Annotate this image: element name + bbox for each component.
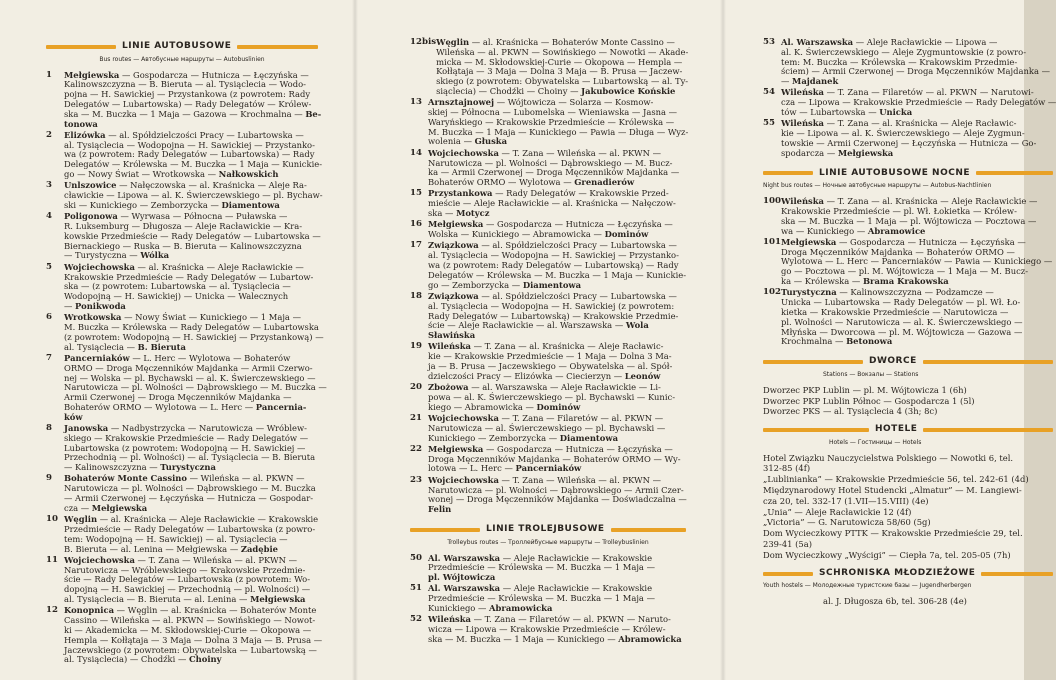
route-line: Węglin — al. Kraśnicka — Aleje Racławickie — Krakowskie — [64, 514, 319, 525]
route-line: Mełgiewska — Gospodarcza — Hutnicza — Łęczyńska — — [428, 219, 673, 230]
route-number: 101 — [763, 236, 781, 247]
route-number: 10 — [46, 514, 58, 525]
route-number: 54 — [763, 87, 775, 98]
route-line: Delegatów — Królewska — M. Buczka — 1 Maja — Kunickie- — [428, 269, 687, 280]
route-line: ki — Akademicka — M. Skłodowskiej-Curie — Okopowa — — [64, 624, 312, 635]
route-line: Al. Warszawska — Aleje Racławickie — Lipowa — — [781, 37, 998, 47]
route-line: Hempla — Kołłątaja — 3 Maja — Dolna 3 Maja — B. Prusa — — [64, 634, 323, 645]
route-line: tów — Lubartowska — Unicka — [781, 107, 913, 118]
route-entry — [46, 352, 327, 423]
route-line: tem: M. Buczka — Królewska — Krakowskim Przedmie- — [781, 56, 1018, 67]
route-number: 16 — [410, 219, 422, 230]
route-line: Narutowicza — pl. Wolności — Dąbrowskiego — M. Buczka — — [64, 382, 327, 393]
route-number: 15 — [410, 188, 422, 199]
route-line: Związkowa — al. Spółdzielczości Pracy — Lubartowska — — [428, 290, 677, 301]
route-line: Krochmalna — Betonowa — [781, 336, 893, 347]
route-entry — [410, 292, 686, 341]
route-description — [428, 554, 686, 583]
route-description — [428, 383, 686, 412]
route-entry — [46, 211, 321, 261]
route-description — [781, 88, 1056, 117]
orange-bar — [611, 528, 686, 532]
route-line: tonowa — [64, 118, 98, 129]
route-number: 4 — [46, 211, 52, 222]
route-line: Mełgiewska — Gospodarcza — Hutnicza — Łęczyńska — — [428, 443, 673, 454]
route-line: skiego (z powrotem: Obywatelska — Lubartowską — al. Ty- — [436, 76, 689, 87]
route-list — [410, 37, 689, 515]
route-entry — [46, 424, 318, 473]
route-line: cławickie — Lipowa — al. K. Świerczewskiego — pl. Bychaw- — [64, 190, 323, 201]
route-line: siąclecia) — Chodźki — Choiny — Jakubowice Końskie — [436, 85, 676, 96]
route-entry — [410, 383, 686, 412]
route-line: Krakowskie Przedmieście — pl. Wł. Łokietka — Królew- — [781, 205, 1017, 216]
route-line: Narutowicza — pl. Wolności — Dąbrowskiego — M. Bucz- — [428, 157, 673, 168]
route-line: nej — Wolska — pl. Bychawski — al. K. Świerczewskiego — — [64, 372, 316, 383]
hotel-entry: „Victoria” — G. Narutowicza 58/60 (5g) — [763, 517, 931, 528]
route-entry — [763, 197, 1053, 236]
route-line: Poligonowa — Wyrwasa — Północna — Puławska — — [64, 211, 288, 222]
route-line: Wileńska — T. Zana — Filaretów — al. PKWN — Narutowi- — [781, 87, 1034, 98]
route-line: Wileńska — T. Zana — Filaretów — al. PKWN — Naruto- — [428, 614, 671, 625]
section-subtitle: Stations — Вокзалы — Stations — [823, 370, 919, 378]
route-entry — [410, 189, 686, 218]
route-line: ka — Królewska — Brama Krakowska — [781, 276, 949, 287]
route-line: Turystyczna — Kalinowszczyzna — Podzamcze — — [781, 287, 994, 298]
route-number: 51 — [410, 583, 422, 594]
route-line: (z powrotem: Wodopojną — H. Sawickiej — Przystankową) — — [64, 331, 324, 342]
route-description — [64, 474, 318, 513]
route-description — [781, 38, 1053, 87]
section-title: LINIE TROLEJBUSOWE — [486, 523, 605, 534]
route-line: pl. Wolności — Narutowicza — al. K. Świerczewskiego — — [781, 316, 1023, 327]
route-line: ski — Kunickiego — Zemborzycka — Diamentowa — [64, 199, 280, 210]
route-description — [64, 515, 318, 554]
route-line: — Ponikwoda — [64, 300, 126, 311]
route-line: Wileńska — T. Zana — al. Kraśnicka — Aleje Racławic- — [428, 341, 664, 352]
route-description — [428, 98, 688, 147]
route-line: al. Tysiąclecia — B. Bieruta — [64, 341, 186, 352]
route-line: dopojną — H. Sawickiej — Przechodnią — pl. Wolności) — — [64, 584, 311, 595]
orange-bar — [46, 45, 116, 49]
section-header-hostels — [763, 569, 1053, 579]
route-description — [428, 189, 686, 218]
route-entry — [410, 445, 686, 474]
route-line: al. Tysiąclecia — B. Bieruta — al. Lenina — Mełgiewska — [64, 594, 306, 605]
route-description — [64, 212, 321, 261]
orange-bar — [763, 428, 869, 432]
section-title: SCHRONISKA MŁODZIEŻOWE — [819, 567, 976, 578]
route-line: wa (z powrotem: Rady Delegatów — Lubartowska) — Rady — [64, 149, 315, 160]
orange-bar — [763, 572, 813, 576]
route-line: powa — al. K. Świerczewskiego — pl. Bychawski — Kunic- — [428, 391, 676, 402]
route-line: Wojciechowska — T. Zana — Wileńska — al. PKWN — — [64, 554, 297, 565]
route-line: Mełgiewska — Gospodarcza — Hutnicza — Łęczyńska — — [781, 236, 1026, 247]
route-description — [64, 354, 327, 423]
route-description — [781, 119, 1053, 158]
route-line: Przechodnią — pl. Wolności) — al. Tysiąclecia — B. Bieruta — [64, 452, 316, 463]
route-entry — [46, 129, 323, 180]
route-line: ska — (z powrotem: Lubartowska — al. Tysiąclecia — — [64, 281, 291, 292]
route-line: Bohaterów Monte Cassino — Wileńska — al. PKWN — — [64, 473, 305, 484]
hostels-list — [763, 597, 1053, 607]
route-line: ska — M. Buczka — 1 Maja — Gazowa — Krochmalna — Be- — [64, 108, 322, 119]
route-line: Przedmieście — Rady Delegatów — Lubartowska (z powro- — [64, 523, 316, 534]
route-entry — [410, 476, 686, 515]
route-number: 20 — [410, 382, 422, 393]
route-entry — [410, 241, 686, 290]
stations-list — [763, 386, 1053, 417]
route-number: 102 — [763, 287, 781, 298]
route-entry — [763, 288, 1053, 347]
section-subtitle: Bus routes — Автобусные маршруты — Autobuslinien — [99, 55, 265, 63]
route-description — [64, 181, 323, 210]
route-line: Przedmieście — Królewska — M. Buczka — 1 Maja — — [428, 593, 655, 604]
route-line: Wileńska — T. Zana — al. Kraśnicka — Aleje Racławic- — [781, 118, 1017, 129]
route-line: Droga Męczenników Majdanka — Bohaterów ORMO — — [781, 246, 1015, 257]
route-line: Bohaterów ORMO — Wylotowa — L. Herc — Pancernia- — [64, 401, 307, 412]
route-number: 3 — [46, 180, 52, 191]
route-line: kiego — Abramowicka — Dominów — [428, 401, 581, 412]
route-line: — Turystyczna — Wólka — [64, 250, 170, 261]
route-line: Biernackiego — Ruska — B. Bieruta — Kalinowszczyzna — [64, 240, 302, 251]
route-entry — [46, 180, 323, 210]
route-entry — [46, 605, 323, 665]
orange-bar — [923, 428, 1053, 432]
route-line: Mełgiewska — Gospodarcza — Hutnicza — Łęczyńska — — [64, 69, 309, 80]
section-header-hotels — [763, 425, 1053, 435]
route-line: Narutowicza — pl. Wolności — Dąbrowskiego — M. Buczka — [64, 483, 316, 494]
route-line: micka — M. Skłodowskiej-Curie — Okopowa — Hempla — — [436, 56, 683, 67]
route-entry — [410, 342, 686, 381]
route-line: Węglin — al. Kraśnicka — Bohaterów Monte Cassino — — [436, 37, 675, 47]
hostel-entry: al. J. Długosza 6b, tel. 306-28 (4e) — [823, 596, 967, 607]
route-line: Krakowskie Przedmieście — Rady Delegatów — Lubartow- — [64, 271, 314, 282]
hotel-entry: Dom Wycieczkowy „Wyścigi” — Ciepła 7a, tel. 205-05 (7h) — [763, 549, 1011, 560]
route-line: ków — [64, 411, 83, 422]
route-line: Janowska — Nadbystrzycka — Narutowicza — Wróblew- — [64, 422, 308, 433]
route-line: Droga Męczenników Majdanka — Bohaterów ORMO — Wy- — [428, 453, 681, 464]
route-description — [64, 424, 318, 473]
route-number: 50 — [410, 552, 422, 563]
orange-bar — [981, 572, 1053, 576]
route-line: Wileńska — al. PKWN — Sowińskiego — Nowotki — Akade- — [436, 46, 689, 57]
route-line: Konopnica — Węglin — al. Kraśnicka — Bohaterów Monte — [64, 605, 317, 616]
route-entry — [763, 38, 1053, 87]
route-line: wolenia — Głuska — [428, 136, 508, 147]
route-description — [64, 313, 324, 352]
station-entry: Dworzec PKP Lublin — pl. M. Wójtowicza 1 (6h) — [763, 384, 967, 395]
route-line: Jaczewskiego (z powrotem: Obywatelska — Lubartowską — — [64, 644, 317, 655]
route-line: wa (z powrotem: Rady Delegatów — Lubartowską) — Rady — [428, 260, 679, 271]
route-line: — Armii Czerwonej — Łęczyńska — Hutnicza — Gospodar- — [64, 493, 314, 504]
route-line: al. K. Świerczewskiego — Aleje Zygmuntowskie (z powro- — [781, 46, 1027, 57]
route-entry — [46, 312, 324, 352]
route-description — [428, 241, 686, 290]
section-title: DWORCE — [869, 356, 917, 367]
route-line: Narutowicza — pl. Wolności — Dąbrowskiego — Armii Czer- — [428, 484, 684, 495]
route-line: Narutowicza — Wróblewskiego — Krakowskie Przedmie- — [64, 564, 306, 575]
route-line: Rady Delegatów — Lubartowską) — Krakowskie Przedmie- — [428, 310, 679, 321]
route-description — [428, 292, 686, 341]
route-line: lotowa — L. Herc — Pancerniaków — [428, 463, 582, 474]
route-line: cza — Mełgiewska — [64, 502, 148, 513]
route-line: kowskie Przedmieście — Rady Delegatów — Lubartowska — — [64, 230, 321, 241]
route-entry — [763, 87, 1056, 118]
route-line: Armii Czerwonej — Droga Męczenników Majdanka — — [64, 392, 292, 403]
route-line: Wojciechowska — T. Zana — Wileńska — al. PKWN — — [428, 147, 661, 158]
route-line: skiego — Krakowskie Przedmieście — Rady Delegatów — — [64, 432, 309, 443]
route-description — [428, 476, 687, 515]
route-line: Kunickiego — Abramowicka — [428, 603, 553, 614]
section-subtitle: Trolleybus routes — Троллейбусные маршруты — Trolleybuslinien — [447, 538, 649, 546]
route-entry — [46, 69, 322, 130]
route-line: al. Tysiąclecia) — Chodźki — Choiny — [64, 654, 222, 665]
orange-bar — [923, 360, 1053, 364]
hotel-entry: „Unia” — Aleje Racławickie 12 (4f) — [763, 506, 912, 517]
route-line: ściem) — Armii Czerwonej — Droga Męczenników Majdanka — — [781, 66, 1050, 77]
route-line: Unlszowice — Nałęczowska — al. Kraśnicka — Aleje Ra- — [64, 180, 307, 191]
route-line: kie — Lipowa — al. K. Świerczewskiego — Aleje Zygmun- — [781, 128, 1025, 139]
route-line: Delegatów — Królewska — M. Buczka — 1 Maja — Kunickie- — [64, 159, 323, 170]
hotels-list — [763, 454, 1053, 561]
route-entry — [46, 474, 318, 513]
route-line: — Kalinowszczyzna — Turystyczna — [64, 462, 216, 473]
route-number: 6 — [46, 312, 52, 323]
route-line: Cassino — Wileńska — al. PKWN — Sowińskiego — Nowot- — [64, 615, 316, 626]
hotel-entry: Międzynarodowy Hotel Studencki „Almatur” — M. Langiewi- — [763, 485, 1022, 496]
route-line: dzielczości Pracy — Elizówka — Ciecierzyn — Leonów — [428, 370, 661, 381]
route-line: wa — Kunickiego — Abramowice — [781, 225, 926, 236]
route-line: — Majdanek — [781, 76, 839, 87]
section-subtitle: Youth hostels — Молодежные туристские базы — Jugendherbergen — [763, 582, 972, 590]
route-line: cza — Lipowa — Krakowskie Przedmieście — Rady Delegatów — — [781, 97, 1056, 108]
route-line: ście — Rady Delegatów — Lubartowska (z powrotem: Wo- — [64, 574, 311, 585]
section-title: LINIE AUTOBUSOWE NOCNE — [819, 167, 971, 178]
route-number: 21 — [410, 412, 422, 423]
route-line: Narutowicza — al. Świerczewskiego — pl. Bychawski — — [428, 422, 666, 433]
route-line: al. Tysiąclecia — Wodopojna — H. Sawickiej — Przystanko- — [428, 250, 679, 261]
route-line: Delegatów — Lubartowska) — Rady Delegatów — Królew- — [64, 98, 312, 109]
route-line: skiej — Północna — Lubomelska — Wieniawska — Jasna — — [428, 107, 678, 118]
route-entry — [763, 238, 1053, 287]
route-number: 8 — [46, 422, 52, 433]
route-entry — [46, 556, 318, 605]
route-description — [64, 131, 322, 180]
route-number: 7 — [46, 352, 52, 363]
route-line: Bohaterów ORMO — Wylotowa — Grenadierów — [428, 177, 635, 188]
route-line: Arnsztajnowej — Wójtowicza — Solarza — Kosmow- — [428, 97, 654, 108]
route-line: pojna — H. Sawickiej — Przystankowa (z powrotem: Rady — [64, 89, 311, 100]
route-line: Lubartowska (z powrotem: Wodopojną — H. Sawickiej — — [64, 442, 306, 453]
hotel-entry: 312-85 (4f) — [763, 463, 811, 474]
route-description — [781, 288, 1053, 347]
route-number: 55 — [763, 118, 775, 129]
route-entry — [410, 615, 686, 644]
route-line: Wileńska — T. Zana — al. Kraśnicka — Aleje Racławickie — — [781, 196, 1038, 207]
route-line: Wylotowa — L. Herc — Pancerniaków — Pawia — Kunickiego — — [781, 256, 1053, 267]
route-line: spodarcza — Mełgiewska — [781, 147, 894, 158]
route-line: M. Buczka — 1 Maja — Kunickiego — Pawia — Długa — Wyz- — [428, 126, 689, 137]
route-entry — [410, 220, 686, 240]
route-line: al. Tysiąclecia — Wodopojna — H. Sawickiej — Przystanko- — [64, 139, 315, 150]
route-description — [436, 38, 688, 97]
route-number: 9 — [46, 473, 52, 484]
route-number: 100 — [763, 196, 781, 207]
route-line: Przedmieście — Królewska — M. Buczka — 1 Maja — — [428, 562, 655, 573]
route-line: Waryńskiego — Krakowskie Przedmieście — Królewska — — [428, 116, 675, 127]
section-title: HOTELE — [875, 424, 918, 435]
route-line: Wolska — Kunickiego — Abramowicka — Dominów — [428, 229, 649, 240]
route-entry — [763, 119, 1053, 158]
route-description — [781, 197, 1053, 236]
route-list — [763, 37, 1056, 159]
route-line: Kunickiego — Zemborzycka — Diamentowa — [428, 432, 619, 443]
route-line: Wrotkowska — Nowy Świat — Kunickiego — 1 Maja — — [64, 312, 301, 323]
route-list — [46, 69, 327, 666]
hotel-entry: „Lublinianka” — Krakowskie Przedmieście 56, tel. 242-61 (4d) — [763, 474, 1029, 485]
route-description — [428, 584, 686, 613]
hotel-entry: 239-41 (5a) — [763, 539, 812, 550]
route-line: Sławińska — [428, 330, 476, 341]
route-line: ście — Aleje Racławickie — al. Warszawska — Wola — [428, 320, 649, 331]
route-line: Felin — [428, 504, 452, 515]
route-description — [781, 238, 1053, 287]
orange-bar — [237, 45, 318, 49]
hotel-entry: Dom Wycieczkowy PTTK — Krakowskie Przedmieście 29, tel. — [763, 528, 1023, 539]
section-header-stations — [763, 357, 1053, 367]
route-entry — [410, 97, 689, 147]
route-line: tem: Wodopojną — H. Sawickiej) — al. Tysiąclecia — — [64, 533, 288, 544]
route-description — [428, 445, 686, 474]
route-line: ska — Motycz — [428, 208, 490, 219]
route-number: 18 — [410, 290, 422, 301]
orange-bar — [976, 171, 1053, 175]
station-entry: Dworzec PKP Lublin Północ — Gospodarcza 1 (5l) — [763, 395, 975, 406]
route-line: Kalinowszczyzna — B. Bieruta — al. Tysiąclecia — Wodo- — [64, 79, 306, 90]
route-line: go — Zemborzycka — Diamentowa — [428, 279, 582, 290]
section-subtitle: Night bus routes — Ночные автобусные маршруты — Autobus-Nachtlinien — [763, 182, 992, 190]
route-number: 13 — [410, 97, 422, 108]
route-number: 1 — [46, 69, 52, 80]
section-header-bus — [46, 42, 318, 52]
route-line: Młyńska — Dworcowa — pl. M. Wójtowicza — Gazowa — — [781, 326, 1023, 337]
route-entry — [410, 554, 686, 583]
hotel-entry: Hotel Związku Nauczycielstwa Polskiego — Nowotki 6, tel. — [763, 452, 1014, 463]
route-number: 52 — [410, 614, 422, 625]
route-number: 23 — [410, 474, 422, 485]
trolley-route-list — [410, 554, 686, 645]
route-line: Unicka — Lubartowska — Rady Delegatów — pl. Wł. Ło- — [781, 297, 1021, 308]
route-description — [64, 71, 321, 130]
section-subtitle: Hotels — Гостиницы — Hotels — [829, 438, 922, 446]
route-description — [428, 615, 686, 644]
night-route-list — [763, 197, 1053, 347]
panel-right — [725, 0, 1056, 680]
route-number: 14 — [410, 147, 422, 158]
route-number: 12 — [46, 605, 58, 616]
route-description — [428, 149, 686, 188]
section-title: LINIE AUTOBUSOWE — [122, 41, 232, 51]
section-header-night — [763, 169, 1053, 179]
route-line: M. Buczka — Królewska — Rady Delegatów — Lubartowska — [64, 322, 319, 333]
hotel-entry: cza 20, tel. 332-17 (1.VII—15.VIII) (4e) — [763, 495, 929, 506]
route-line: Wodopojną — H. Sawickiej) — Unicka — Walecznych — [64, 291, 289, 302]
route-entry — [410, 414, 686, 443]
route-line: wonej — Droga Męczenników Majdanka — Doświadczalna — — [428, 494, 687, 505]
route-line: Wojciechowska — T. Zana — Filaretów — al. PKWN — — [428, 412, 664, 423]
route-entry — [410, 149, 686, 188]
route-description — [64, 263, 318, 312]
route-entry — [410, 584, 686, 613]
route-description — [64, 556, 318, 605]
route-line: kie — Krakowskie Przedmieście — 1 Maja — Dolna 3 Ma- — [428, 351, 672, 362]
route-line: Al. Warszawska — Aleje Racławickie — Krakowskie — [428, 552, 653, 563]
route-line: wicza — Lipowa — Krakowskie Przedmieście — Królew- — [428, 624, 666, 635]
route-line: Kołłątaja — 3 Maja — Dolna 3 Maja — B. Prusa — Jaczew- — [436, 66, 683, 77]
route-number: 22 — [410, 443, 422, 454]
panel-left — [0, 0, 355, 680]
route-entry — [46, 263, 318, 312]
route-description — [428, 342, 686, 381]
route-number: 2 — [46, 129, 52, 140]
route-description — [428, 414, 686, 443]
route-line: ka — Armii Czerwonej — Droga Męczenników Majdanka — — [428, 167, 680, 178]
route-number: 19 — [410, 341, 422, 352]
route-line: Związkowa — al. Spółdzielczości Pracy — Lubartowska — — [428, 240, 677, 251]
route-line: go — Nowy Świat — Wrotkowska — Nałkowskich — [64, 169, 279, 180]
station-entry: Dworzec PKS — al. Tysiąclecia 4 (3h; 8c) — [763, 406, 938, 417]
orange-bar — [763, 171, 813, 175]
route-line: ska — M. Buczka — 1 Maja — Kunickiego — Abramowicka — [428, 633, 682, 644]
route-line: towskie — Armii Czerwonej — Łęczyńska — Hutnicza — Go- — [781, 137, 1037, 148]
route-line: Zbożowa — al. Warszawska — Aleje Racławickie — Li- — [428, 382, 661, 393]
route-line: ska — M. Buczka — 1 Maja — pl. Wójtowicza — Pocztowa — — [781, 215, 1037, 226]
orange-bar — [763, 360, 863, 364]
route-line: Pancerniaków — L. Herc — Wylotowa — Bohaterów — [64, 352, 291, 363]
route-line: go — Pocztowa — pl. M. Wójtowicza — 1 Maja — M. Bucz- — [781, 266, 1029, 277]
route-description — [64, 606, 322, 665]
route-number: 17 — [410, 240, 422, 251]
panel-middle-content — [410, 37, 689, 646]
route-line: Wojciechowska — T. Zana — Wileńska — al. PKWN — — [428, 474, 661, 485]
route-number: 11 — [46, 554, 58, 565]
route-line: mieście — Aleje Racławickie — al. Kraśnicka — Nałęczow- — [428, 198, 676, 209]
section-header-trolley — [410, 525, 686, 535]
route-entry — [46, 515, 318, 554]
route-line: pl. Wójtowicza — [428, 572, 496, 583]
route-line: al. Tysiąclecia — Wodopojna — H. Sawickiej (z powrotem: — [428, 300, 675, 311]
route-line: Elizówka — al. Spółdzielczości Pracy — Lubartowska — — [64, 129, 304, 140]
route-line: Wojciechowska — al. Kraśnicka — Aleje Racławickie — — [64, 261, 304, 272]
route-line: ORMO — Droga Męczenników Majdanka — Armii Czerwo- — [64, 362, 313, 373]
route-line: R. Luksemburg — Długosza — Aleje Racławickie — Kra- — [64, 221, 303, 232]
route-line: Al. Warszawska — Aleje Racławickie — Krakowskie — [428, 583, 653, 594]
route-entry — [410, 37, 689, 97]
route-number: 12bis — [410, 37, 437, 47]
route-line: kietka — Krakowskie Przedmieście — Narutowicza — — [781, 306, 1009, 317]
route-description — [428, 220, 686, 240]
route-line: B. Bieruta — al. Lenina — Mełgiewska — Zadębie — [64, 543, 278, 554]
route-line: ja — B. Prusa — Jaczewskiego — Obywatelska — al. Spół- — [428, 361, 673, 371]
route-number: 5 — [46, 261, 52, 272]
route-line: Przystankowa — Rady Delegatów — Krakowskie Przed- — [428, 188, 669, 199]
orange-bar — [410, 528, 480, 532]
route-number: 53 — [763, 37, 775, 47]
